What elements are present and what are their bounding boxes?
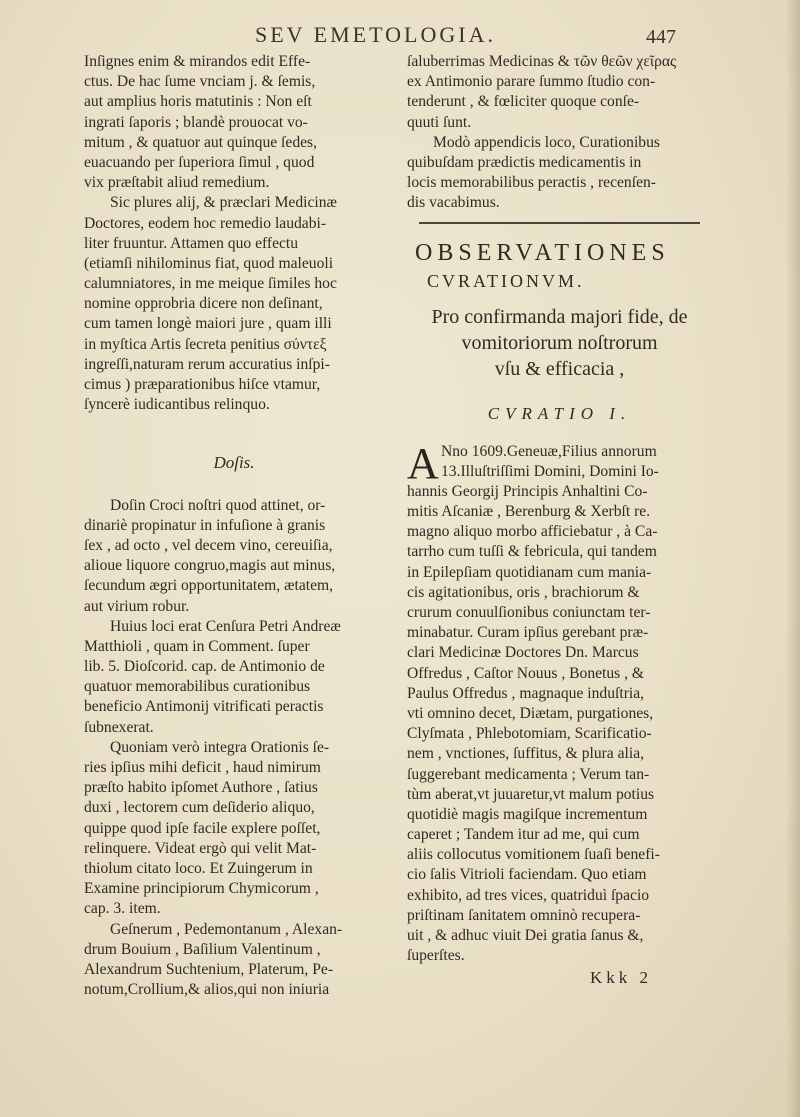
text-line: Quoniam verò integra Orationis ſe- — [110, 738, 330, 756]
text-line: liter fruuntur. Attamen quo effectu — [84, 234, 299, 252]
text-line: ſuggerebant medicamenta ; Verum tan- — [407, 765, 650, 783]
text-line: lib. 5. Dioſcorid. cap. de Antimonio de — [84, 658, 325, 676]
right-text-top — [407, 52, 712, 214]
page-edge-shadow — [786, 0, 800, 1117]
text-line: priſtinam ſanitatem omninò recupera- — [407, 906, 641, 924]
text-line: aliis collocutus vomitionem ſuaſi benefi- — [407, 846, 660, 864]
text-line: Geſnerum , Pedemontanum , Alexan- — [110, 920, 343, 938]
text-line: Doctores, eodem hoc remedio laudabi- — [84, 214, 327, 232]
text-line: beneficio Antimonij vitrificati peractis — [84, 698, 324, 716]
text-line: cio ſalis Vitrioli faciendam. Quo etiam — [407, 866, 647, 884]
text-line: in Epilepſiam quotidianam cum mania- — [407, 563, 652, 581]
text-line: ries ipſius mihi deficit , haud nimirum — [84, 759, 321, 777]
text-line: Paulus Offredus , magnaque induſtria, — [407, 684, 645, 702]
text-line: vti omnino decet, Diætam, purgationes, — [407, 704, 654, 722]
text-line: quotidiè magis magiſque incrementum — [407, 805, 648, 823]
text-line: hannis Georgij Principis Anhaltini Co- — [407, 482, 648, 500]
text-line: aut virium robur. — [84, 597, 190, 615]
signature-catchword: Kkk 2 — [589, 968, 652, 988]
text-line: relinquere. Videat ergò qui velit Mat- — [84, 839, 317, 857]
running-title: SEV EMETOLOGIA. — [255, 22, 496, 47]
text-line: alioue liquore congruo,magis aut minus, — [84, 557, 336, 575]
left-text-top — [84, 52, 384, 415]
text-line: præſto habito ipſomet Authore , ſatius — [84, 779, 318, 797]
text-line: in myſtica Artis ſecreta penitius σύντεξ — [84, 335, 327, 353]
pro-line: Pro confirmanda majori fide, de — [431, 305, 688, 328]
text-line: Alexandrum Suchtenium, Platerum, Pe- — [84, 960, 334, 978]
text-line: Inſignes enim & mirandos edit Effe- — [84, 53, 311, 70]
text-line: quuti ſunt. — [407, 113, 472, 131]
text-line: tarrho cum tuſſi & febricula, qui tandem — [407, 543, 657, 561]
section-divider — [419, 222, 700, 224]
pro-line: vomitoriorum noſtrorum — [461, 331, 658, 354]
text-line: clari Medicinæ Doctores Dn. Marcus — [407, 644, 639, 662]
text-line: euacuando per ſuperiora ſimul , quod — [84, 153, 315, 171]
text-line: dinariè propinatur in infuſione à granis — [84, 516, 326, 534]
text-line: aut amplius horis matutinis : Non eſt — [84, 93, 312, 111]
text-line: crurum conuulſionibus coniunctam ter- — [407, 604, 651, 621]
text-line: locis memorabilibus peractis , recenſen- — [407, 174, 656, 192]
text-line: cimus ) præparationibus hiſce vtamur, — [84, 376, 321, 393]
text-line: dis vacabimus. — [407, 194, 500, 212]
curationum-subtitle: CVRATIONVM. — [427, 270, 585, 291]
text-line: Huius loci erat Cenſura Petri Andreæ — [110, 617, 341, 635]
text-line: Nno 1609.Geneuæ,Filius annorum — [441, 442, 657, 460]
text-line: mitum , & quatuor aut quinque ſedes, — [84, 133, 318, 151]
text-line: ctus. De hac ſume vnciam j. & ſemis, — [84, 73, 316, 91]
text-line: Examine principiorum Chymicorum , — [84, 880, 319, 898]
text-line: quatuor memorabilibus curationibus — [84, 678, 311, 696]
curatio-heading: CVRATIO I. — [487, 403, 632, 423]
text-line: quippe quod ipſe facile explere poſſet, — [84, 819, 321, 837]
drop-cap: A — [407, 438, 439, 488]
left-column — [84, 52, 384, 1000]
text-line: ingreſſi,naturam rerum accuratius inſpi- — [84, 355, 330, 373]
text-line: Sic plures alij, & præclari Medicinæ — [110, 194, 337, 212]
text-line: notum,Crollium,& alios,qui non iniuria — [84, 981, 330, 999]
curatio-body — [407, 438, 712, 967]
text-line: mitis Aſcaniæ , Berenburg & Xerbſt re. — [407, 503, 651, 521]
text-line: Offredus , Caſtor Nouus , Bonetus , & — [407, 664, 645, 682]
text-line: nem , vnctiones, ſuffitus, & plura alia, — [407, 745, 645, 763]
text-line: ſaluberrimas Medicinas & τῶν θεῶν χεῖρας — [407, 53, 677, 70]
text-line: ex Antimonio parare ſummo ſtudio con- — [407, 73, 656, 91]
text-line: 13.Illuſtriſſimi Domini, Domini Io- — [441, 462, 659, 480]
text-line: caperet ; Tandem itur ad me, qui cum — [407, 826, 640, 844]
page-header — [0, 16, 800, 50]
page-number: 447 — [646, 26, 676, 48]
text-line: exhibito, ad tres vices, quatriduì ſpacio — [407, 886, 650, 904]
text-line: duxi , lectorem cum deſiderio aliquo, — [84, 799, 315, 817]
text-line: ingrati ſaporis ; blandè prouocat vo- — [84, 113, 308, 131]
text-line: vix præſtabit aliud remedium. — [84, 174, 270, 192]
text-line: thiolum citato loco. Et Zuingerum in — [84, 859, 313, 877]
text-line: nomine opprobria dicere non deſinant, — [84, 295, 323, 313]
text-line: minabatur. Curam ipſius gerebant præ- — [407, 624, 649, 642]
text-line: ſuperſtes. — [407, 947, 465, 965]
text-line: cap. 3. item. — [84, 900, 161, 918]
text-line: tenderunt , & fœliciter quoque conſe- — [407, 93, 640, 111]
left-text-bottom — [84, 496, 384, 1001]
text-line: ſex , ad octo , vel decem vino, cereuiſia, — [84, 536, 333, 554]
text-line: tùm aberat,vt juuaretur,vt malum potius — [407, 785, 655, 803]
text-line: calumniatores, in me meique ſimiles hoc — [84, 275, 337, 293]
text-line: ſubnexerat. — [84, 718, 154, 736]
text-line: Matthioli , quam in Comment. ſuper — [84, 637, 310, 655]
text-line: drum Bouium , Baſilium Valentinum , — [84, 940, 321, 958]
text-line: Doſin Croci noſtri quod attinet, or- — [110, 496, 326, 514]
text-line: cum tamen longè maiori jure , quam illi — [84, 315, 332, 333]
text-line: Modò appendicis loco, Curationibus — [433, 133, 660, 151]
text-line: Clyſmata , Phlebotomiam, Scarificatio- — [407, 725, 652, 743]
text-line: ſecundum ægri opportunitatem, ætatem, — [84, 577, 334, 595]
text-line: uit , & adhuc viuit Dei gratia ſanus &, — [407, 927, 644, 944]
right-column — [407, 52, 712, 990]
text-line: ſyncerè iudicantibus relinquo. — [84, 396, 270, 414]
text-line: cis agitationibus, oris , brachiorum & — [407, 583, 640, 601]
text-line: quibuſdam prædictis medicamentis in — [407, 153, 642, 171]
dosis-heading: Doſis. — [213, 453, 255, 473]
observationes-title: OBSERVATIONES — [415, 239, 670, 266]
text-line: (etiamſi nihilominus fiat, quod maleuoli — [84, 254, 334, 272]
text-line: magno aliquo morbo afficiebatur , à Ca- — [407, 523, 658, 541]
pro-line: vſu & efficacia , — [494, 357, 625, 380]
